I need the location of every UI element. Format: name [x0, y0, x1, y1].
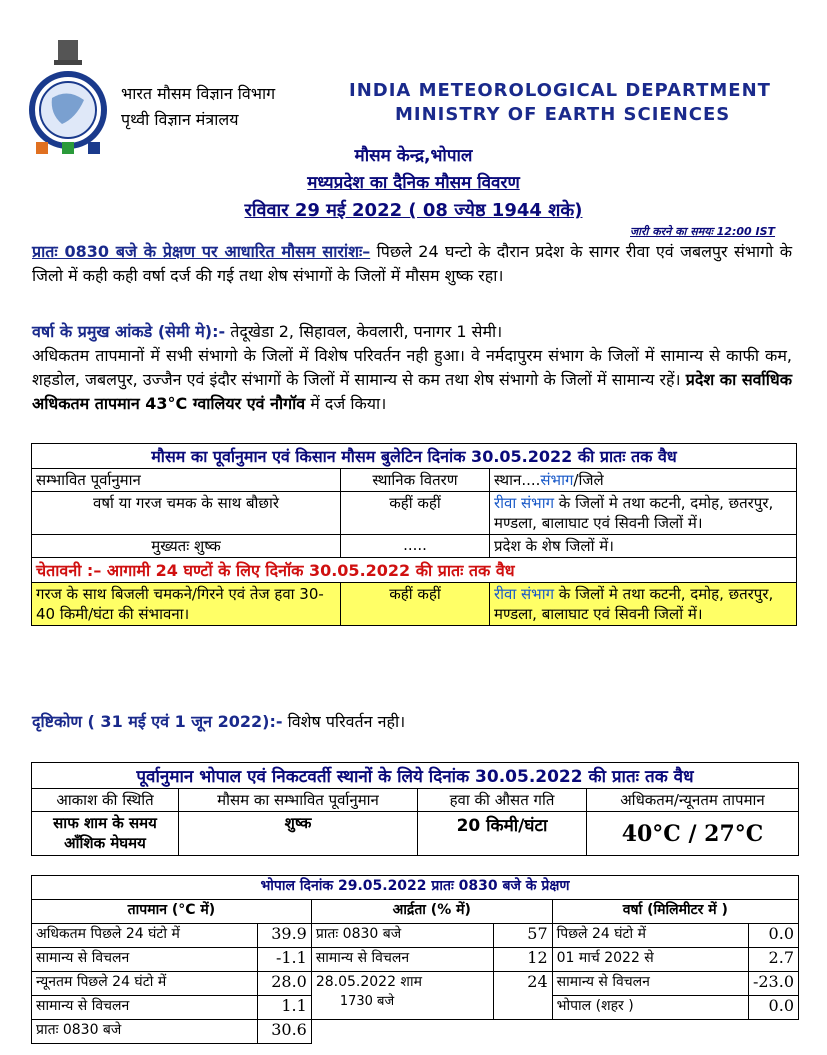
max-temp-tail: में दर्ज किया। [305, 394, 387, 413]
empty-cell [311, 1020, 798, 1044]
imd-logo [22, 38, 114, 158]
ministry-english: MINISTRY OF EARTH SCIENCES [395, 104, 731, 125]
bhopal-header: अधिकतम/न्यूनतम तापमान [587, 789, 799, 812]
warning-place [490, 583, 797, 626]
rain-label: सामान्य से विचलन [552, 972, 748, 996]
forecast-cell: वर्षा या गरज चमक के साथ बौछारे [32, 492, 341, 535]
col-place-b: संभाग [540, 471, 574, 489]
distribution-cell: कहीं कहीं [341, 492, 490, 535]
temp-value: -1.1 [258, 948, 312, 972]
temp-text: अधिकतम तापमानों में सभी संभागो के जिलों में विशेष परिवर्तन नही हुआ। वे नर्मदापुरम संभाग के जिलों में सामान्य से काफी कम, शहडोल, जबलपुर, उज्जैन एवं इंदौर संभागों के जिलों में सामान्य से कम तथा शेष संभागो के जिलों में सामान्य रहें। [32, 346, 792, 389]
table-row [32, 924, 799, 948]
temp-label: प्रातः 0830 बजे [32, 1020, 258, 1044]
col-place-c: /जिले [573, 471, 604, 489]
temp-label: न्यूनतम पिछले 24 घंटो में [32, 972, 258, 996]
humidity-label: प्रातः 0830 बजे [311, 924, 493, 948]
summary-heading: प्रातः 0830 बजे के प्रेक्षण पर आधारित मौसम सारांशः– [32, 242, 371, 261]
bhopal-header: मौसम का सम्भावित पूर्वानुमान [179, 789, 418, 812]
humidity-value: 12 [494, 948, 552, 972]
ministry-hindi: पृथ्वी विज्ञान मंत्रालय [121, 110, 239, 129]
dept-hindi: भारत मौसम विज्ञान विभाग [121, 84, 276, 103]
place-cell: प्रदेश के शेष जिलों में। [490, 535, 797, 558]
forecast-table [31, 443, 797, 626]
col-place [490, 469, 797, 492]
temp-value: 30.6 [258, 1020, 312, 1044]
rain-value: 2.7 [748, 948, 798, 972]
issue-time: जारी करने का समयः 12:00 IST [630, 225, 776, 238]
wind-cell: 20 किमी/घंटा [418, 812, 587, 856]
table-row [32, 972, 799, 996]
humidity-value: 57 [494, 924, 552, 948]
humidity-label-line1: 28.05.2022 शाम [315, 974, 422, 990]
rain-paragraph [32, 320, 792, 344]
outlook-text: विशेष परिवर्तन नही। [282, 712, 406, 731]
dept-english: INDIA METEOROLOGICAL DEPARTMENT [349, 80, 771, 101]
temp-value: 28.0 [258, 972, 312, 996]
humidity-value: 24 [494, 972, 552, 1020]
outlook-heading: दृष्टिकोण ( 31 मई एवं 1 जून 2022):- [32, 712, 283, 731]
report-title: मध्यप्रदेश का दैनिक मौसम विवरण [307, 173, 520, 193]
col-place-a: स्थान.... [494, 471, 541, 489]
rain-label: भोपाल (शहर ) [552, 996, 748, 1020]
obs-header: आर्द्रता (% में) [311, 900, 552, 924]
max-temp-text: प्रदेश का सर्वाधिक अधिकतम तापमान 43°C ग्वालियर एवं नौगॉव [32, 370, 792, 413]
temp-cell: 40°C / 27°C [587, 812, 799, 856]
obs-header: वर्षा (मिलिमीटर में ) [552, 900, 798, 924]
temp-value: 1.1 [258, 996, 312, 1020]
place-blue: रीवा संभाग [494, 494, 555, 512]
rain-value: 0.0 [748, 924, 798, 948]
rain-label: 01 मार्च 2022 से [552, 948, 748, 972]
obs-header: तापमान (°C में) [32, 900, 312, 924]
warning-title: चेतावनी :– आगामी 24 घण्टों के लिए दिनॉक 30.05.2022 की प्रातः तक वैध [32, 558, 797, 583]
temp-value: 39.9 [258, 924, 312, 948]
table-row [32, 535, 797, 558]
sky-cell: साफ शाम के समय आँशिक मेघमय [32, 812, 179, 856]
bhopal-title: पूर्वानुमान भोपाल एवं निकटवर्ती स्थानों के लिये दिनांक 30.05.2022 की प्रातः तक वैध [32, 763, 799, 789]
observation-table [31, 875, 799, 1044]
weather-cell: शुष्क [179, 812, 418, 856]
warning-row [32, 583, 797, 626]
place-blue: रीवा संभाग [494, 585, 555, 603]
table-row [32, 1020, 799, 1044]
report-date: रविवार 29 मई 2022 ( 08 ज्येष्ठ 1944 शके) [244, 200, 583, 221]
forecast-cell: मुख्यतः शुष्क [32, 535, 341, 558]
warning-forecast: गरज के साथ बिजली चमकने/गिरने एवं तेज हवा 30-40 किमी/घंटा की संभावना। [32, 583, 341, 626]
distribution-cell: ..... [341, 535, 490, 558]
table-row [32, 492, 797, 535]
table-row [32, 948, 799, 972]
rain-value: -23.0 [748, 972, 798, 996]
outlook [32, 710, 405, 732]
humidity-label-line2: 1730 बजे [339, 994, 395, 1009]
rain-heading: वर्षा के प्रमुख आंकडे (सेमी मे):- [32, 322, 226, 341]
forecast-title: मौसम का पूर्वानुमान एवं किसान मौसम बुलेटिन दिनांक 30.05.2022 की प्रातः तक वैध [32, 444, 797, 469]
bhopal-header: हवा की औसत गति [418, 789, 587, 812]
bhopal-header: आकाश की स्थिति [32, 789, 179, 812]
summary-paragraph [32, 240, 792, 288]
temp-paragraph [32, 344, 792, 416]
col-distribution: स्थानिक वितरण [341, 469, 490, 492]
temp-label: सामान्य से विचलन [32, 948, 258, 972]
rain-value: 0.0 [748, 996, 798, 1020]
summary-text: पिछले 24 घन्टो के दौरान प्रदेश के सागर रीवा एवं जबलपुर संभागो के जिलो में कही कही वर्षा दर्ज की गई तथा शेष संभागों के जिलों में मौसम शुष्क रहा। [32, 242, 792, 285]
temp-label: अधिकतम पिछले 24 घंटो में [32, 924, 258, 948]
rain-label: पिछले 24 घंटो में [552, 924, 748, 948]
warning-distribution: कहीं कहीं [341, 583, 490, 626]
humidity-label: सामान्य से विचलन [311, 948, 493, 972]
temp-label: सामान्य से विचलन [32, 996, 258, 1020]
humidity-label [311, 972, 493, 1020]
place-rest: के जिलों मे तथा कटनी, दमोह, छतरपुर, मण्डला, बालाघाट एवं सिवनी जिलों में। [494, 585, 774, 623]
place-cell [490, 492, 797, 535]
bhopal-forecast-table [31, 762, 799, 856]
obs-title: भोपाल दिनांक 29.05.2022 प्रातः 0830 बजे के प्रेक्षण [32, 876, 799, 900]
centre-name: मौसम केन्द्र,भोपाल [354, 146, 473, 166]
place-rest: के जिलों मे तथा कटनी, दमोह, छतरपुर, मण्डला, बालाघाट एवं सिवनी जिलों में। [494, 494, 774, 532]
rain-text: तेदूखेडा 2, सिहावल, केवलारी, पनागर 1 सेमी। [225, 322, 503, 341]
col-expected: सम्भावित पूर्वानुमान [32, 469, 341, 492]
